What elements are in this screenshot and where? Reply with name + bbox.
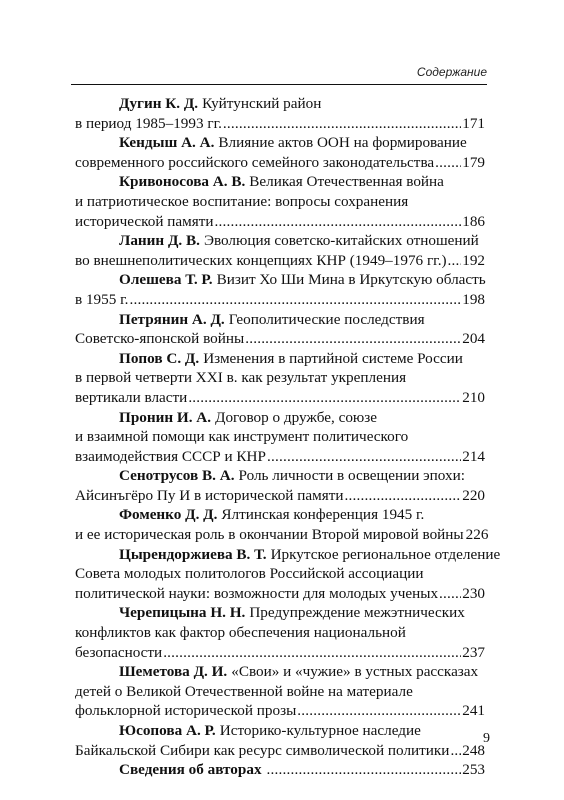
toc-entry: [75, 545, 501, 604]
toc-title-text: Договор о дружбе, союзе: [215, 408, 378, 426]
toc-entry: [75, 721, 485, 760]
toc-entry-line: [75, 525, 489, 545]
toc-title-text: Эволюция советско-китайских отношений: [203, 232, 479, 250]
toc-title-text: Байкальской Сибири как ресурс символической политики: [75, 741, 450, 759]
toc-entry-line: [75, 721, 485, 741]
toc-title-text: Советско-японской войны: [75, 330, 245, 348]
toc-entry-line: [75, 270, 485, 290]
toc-entry-line: [75, 486, 485, 506]
dot-leader: [129, 290, 461, 310]
toc-entry-line: [75, 388, 485, 408]
toc-title-text: современного российского семейного законодательства: [75, 153, 435, 171]
dot-leader: [245, 329, 461, 349]
toc-title-text: Историко-культурное наследие: [219, 722, 421, 739]
toc-entry-line: [75, 643, 485, 663]
toc-entry: [75, 760, 485, 780]
toc-title-text: «Свои» и «чужие» в устных рассказах: [231, 663, 479, 681]
toc-title-text: безопасности: [75, 643, 163, 661]
toc-title-text: Геополитические последствия: [228, 310, 425, 328]
toc-title-text: и взаимной помощи как инструмент политического: [75, 428, 409, 446]
toc-entry-line: [75, 603, 485, 623]
toc-title-text: фольклорной исторической прозы: [75, 702, 297, 720]
toc-author: Шеметова Д. И.: [119, 663, 228, 681]
toc-title-text: Влияние актов ООН на формирование: [218, 134, 467, 152]
toc-title-text: Совета молодых политологов Российской ассоциации: [75, 565, 424, 583]
toc-title-text: в 1955 г.: [75, 290, 129, 308]
toc-entry-line: [75, 329, 485, 349]
dot-leader: [448, 251, 462, 271]
toc-page-number: 186: [462, 212, 485, 230]
toc-entry: [75, 270, 485, 309]
toc-entry: [75, 603, 485, 662]
toc-title-text: Роль личности в освещении эпохи:: [238, 467, 465, 485]
running-head-title: Содержание: [416, 65, 487, 79]
toc-entry-line: [75, 545, 501, 565]
dot-leader: [214, 212, 461, 232]
toc-entry: [75, 310, 485, 349]
toc-entry-line: [75, 662, 485, 682]
toc-entry-line: [75, 701, 485, 721]
toc-title-text: во внешнеполитических концепциях КНР (1949–1976 гг.): [75, 251, 447, 269]
toc-author: Сенотрусов В. А.: [119, 467, 235, 485]
toc-entry-line: [75, 564, 485, 584]
toc-entry: [75, 662, 485, 721]
toc-page-number: 230: [462, 584, 485, 602]
toc-entry-line: [75, 623, 485, 643]
toc-page-number: 171: [462, 114, 485, 132]
page-number: 9: [483, 731, 490, 746]
dot-leader: [163, 643, 461, 663]
toc-title-text: конфликтов как фактор обеспечения национальной: [75, 624, 406, 642]
toc-page-number: 237: [462, 643, 485, 661]
toc-entry: [75, 94, 485, 133]
toc-page-number: 241: [462, 702, 485, 720]
toc-page-number: 253: [462, 761, 485, 779]
toc-entry-line: [75, 290, 485, 310]
toc-author: Пронин И. А.: [119, 408, 212, 426]
toc-entry: [75, 231, 485, 270]
toc-title-text: Великая Отечественная война: [249, 173, 444, 191]
toc-title-text: Ялтинская конференция 1945 г.: [221, 506, 425, 524]
toc-entry-line: [75, 427, 485, 447]
toc-page-number: 226: [465, 526, 489, 544]
toc-title-text: в период 1985–1993 гг.: [75, 114, 222, 132]
toc-author: Дугин К. Д.: [119, 95, 199, 112]
toc-title-text: Изменения в партийной системе России: [203, 349, 463, 367]
dot-leader: [344, 486, 461, 506]
dot-leader: [435, 153, 461, 173]
toc-entry-line: [75, 505, 485, 525]
toc-page-number: 214: [462, 447, 485, 465]
toc-entry: [75, 505, 489, 544]
toc-title-text: исторической памяти: [75, 212, 214, 230]
toc-title-text: Куйтунский район: [202, 95, 322, 112]
toc-author: Кендыш А. А.: [119, 134, 215, 152]
toc-author: Фоменко Д. Д.: [119, 506, 218, 524]
toc-entry-line: [75, 682, 485, 702]
toc-title-text: Предупреждение межэтнических: [249, 604, 465, 622]
toc-entry-line: [75, 251, 485, 271]
toc-author: Цырендоржиева В. Т.: [119, 545, 267, 563]
running-head: [71, 64, 487, 85]
toc-entry: [75, 408, 485, 467]
toc-entry-line: [75, 114, 485, 134]
toc-title-text: Визит Хо Ши Мина в Иркутскую область: [216, 271, 486, 289]
toc-entry-line: [75, 172, 485, 192]
dot-leader: [267, 760, 462, 780]
toc-entry-line: [75, 466, 485, 486]
dot-leader: [188, 388, 461, 408]
toc-entry-line: [75, 447, 485, 467]
toc-entry-line: [75, 153, 485, 173]
toc-page-number: 248: [462, 741, 485, 759]
toc-title-text: Айсинъгёро Пу И в исторической памяти: [75, 486, 344, 504]
toc-entry: [75, 172, 485, 231]
toc-page-number: 204: [462, 330, 485, 348]
toc-entry-line: [75, 212, 485, 232]
dot-leader: [450, 741, 461, 761]
toc-page-number: 192: [462, 251, 485, 269]
toc-entry: [75, 466, 485, 505]
toc-page-number: 210: [462, 388, 485, 406]
table-of-contents: [75, 94, 501, 780]
toc-title-text: вертикали власти: [75, 388, 188, 406]
toc-entry-line: [75, 760, 485, 780]
toc-author: Петрянин А. Д.: [119, 310, 225, 328]
toc-entry-line: [75, 192, 485, 212]
toc-page-number: 220: [462, 486, 485, 504]
toc-entry: [75, 349, 485, 408]
toc-entry: [75, 133, 485, 172]
toc-entry-line: [75, 741, 485, 761]
dot-leader: [223, 114, 461, 134]
toc-entry-line: [75, 368, 485, 388]
toc-author: Попов С. Д.: [119, 349, 200, 367]
header-rule: [71, 84, 487, 85]
dot-leader: [267, 447, 461, 467]
toc-entry-line: [75, 133, 485, 153]
toc-author: Черепицына Н. Н.: [119, 604, 246, 622]
toc-page-number: 198: [462, 290, 485, 308]
toc-page-number: 179: [462, 153, 485, 171]
toc-title-text: и патриотическое воспитание: вопросы сохранения: [75, 192, 409, 210]
toc-entry-line: [75, 94, 485, 114]
toc-entry-line: [75, 349, 485, 369]
toc-entry-line: [75, 584, 485, 604]
toc-author: Сведения об авторах: [119, 761, 262, 779]
toc-entry-line: [75, 231, 485, 251]
toc-author: Ланин Д. В.: [119, 232, 200, 250]
toc-title-text: Иркутское региональное отделение: [270, 545, 501, 563]
toc-title-text: взаимодействия СССР и КНР: [75, 447, 266, 465]
toc-title-text: и ее историческая роль в окончании Второй мировой войны: [75, 526, 464, 544]
toc-author: Олешева Т. Р.: [119, 271, 213, 289]
dot-leader: [297, 701, 461, 721]
toc-title-text: детей о Великой Отечественной войне на материале: [75, 682, 413, 700]
toc-author: Кривоносова А. В.: [119, 173, 246, 191]
toc-author: Юсопова А. Р.: [119, 722, 216, 739]
toc-title-text: политической науки: возможности для молодых ученых: [75, 584, 439, 602]
toc-entry-line: [75, 408, 485, 428]
toc-title-text: в первой четверти XXI в. как результат укрепления: [75, 369, 407, 387]
dot-leader: [439, 584, 461, 604]
toc-entry-line: [75, 310, 485, 330]
